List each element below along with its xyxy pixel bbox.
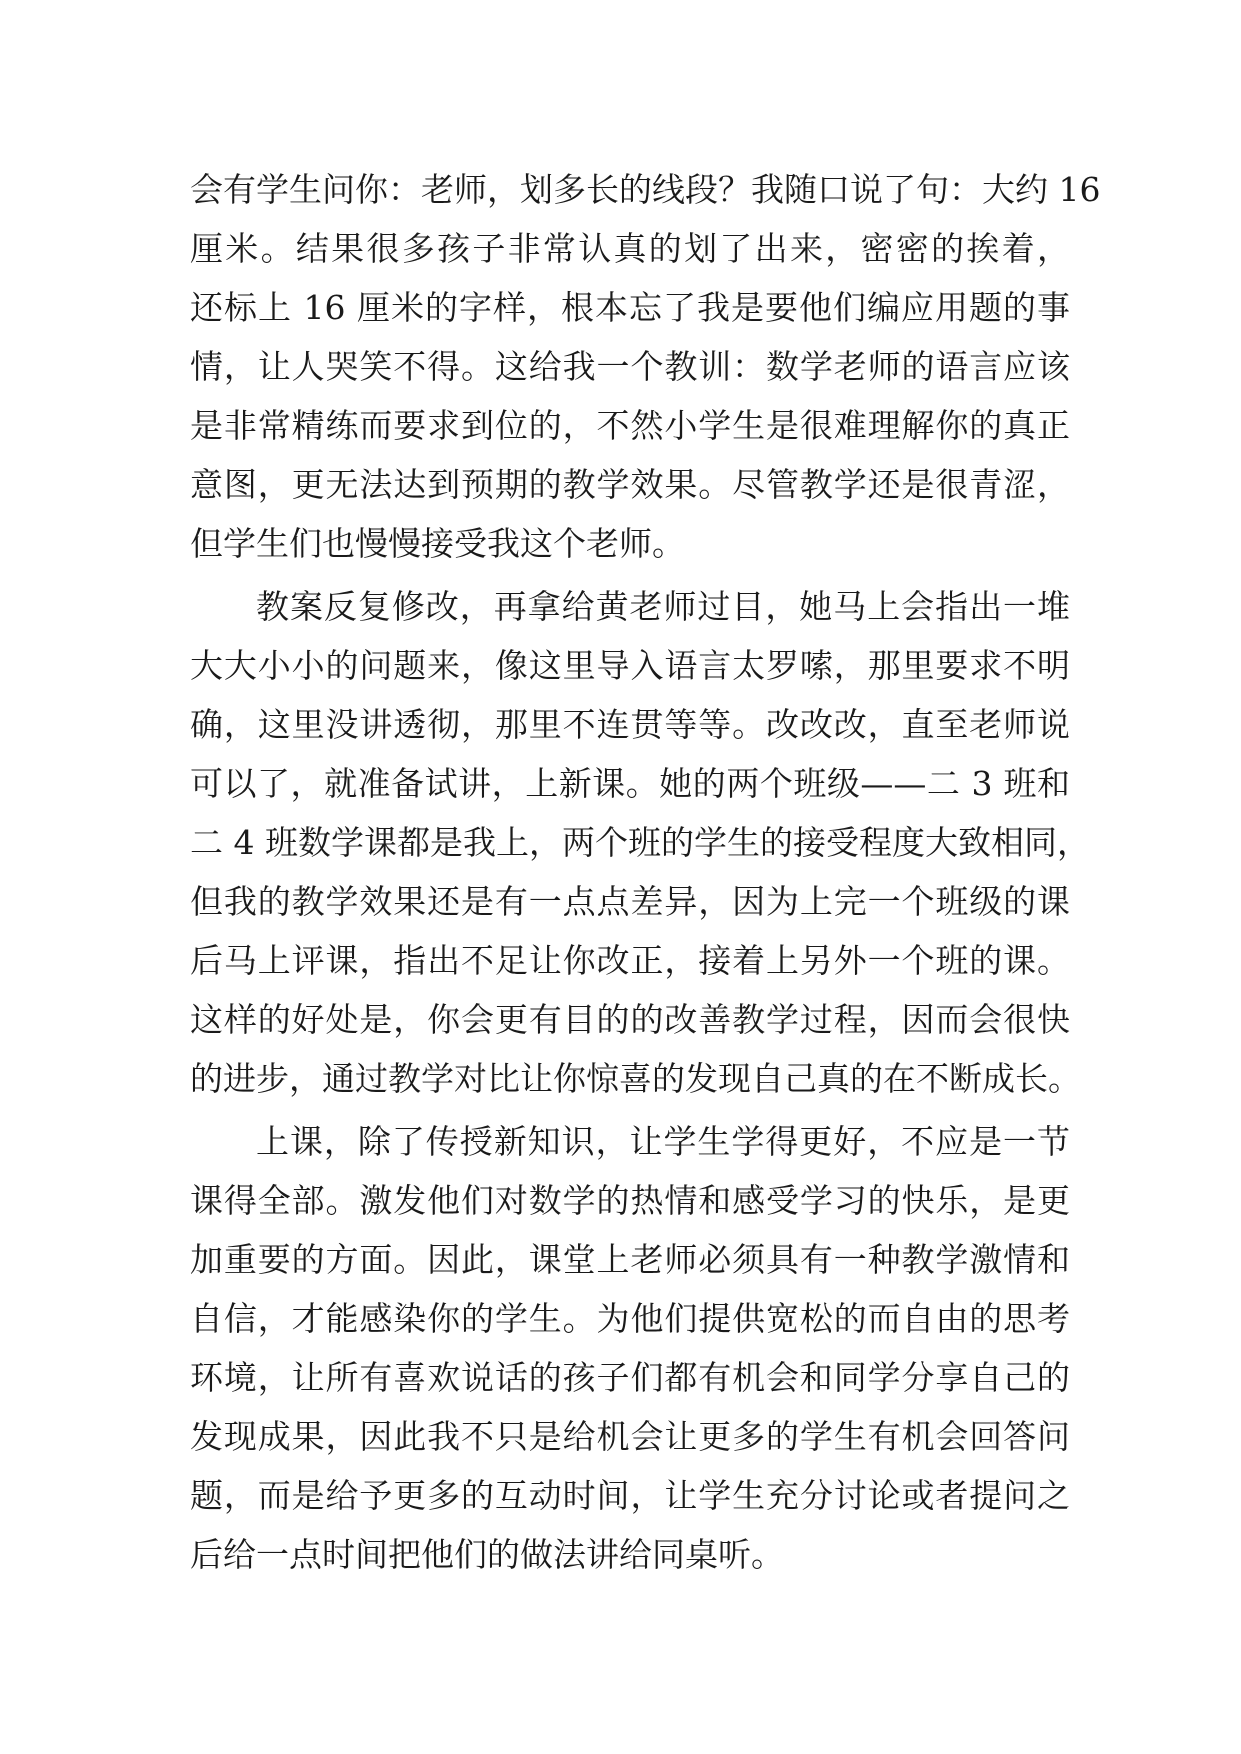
text-line: 后给一点时间把他们的做法讲给同桌听。: [190, 1535, 784, 1574]
text-line: 大大小小的问题来，像这里导入语言太罗嗦，那里要求不明: [190, 646, 1070, 685]
paragraph: [190, 1112, 1070, 1584]
paragraph: [190, 577, 1090, 1108]
text-line: 二 4 班数学课都是我上，两个班的学生的接受程度大致相同，: [190, 823, 1090, 862]
text-line: 这样的好处是，你会更有目的的改善教学过程，因而会很快: [190, 1000, 1070, 1039]
text-line: 发现成果，因此我不只是给机会让更多的学生有机会回答问: [190, 1417, 1070, 1456]
text-line: 上课，除了传授新知识，让学生学得更好，不应是一节: [256, 1122, 1070, 1161]
text-line: 的进步，通过教学对比让你惊喜的发现自己真的在不断成长。: [190, 1059, 1081, 1098]
text-line: 题，而是给予更多的互动时间，让学生充分讨论或者提问之: [190, 1476, 1070, 1515]
text-line: 课得全部。激发他们对数学的热情和感受学习的快乐，是更: [190, 1181, 1070, 1220]
document-body: [190, 160, 1101, 1584]
text-line: 但我的教学效果还是有一点点差异，因为上完一个班级的课: [190, 882, 1070, 921]
text-line: 自信，才能感染你的学生。为他们提供宽松的而自由的思考: [190, 1299, 1070, 1338]
text-line: 加重要的方面。因此，课堂上老师必须具有一种教学激情和: [190, 1240, 1070, 1279]
text-line: 厘米。结果很多孩子非常认真的划了出来，密密的挨着，: [190, 229, 1070, 268]
paragraph: [190, 160, 1101, 573]
text-line: 还标上 16 厘米的字样，根本忘了我是要他们编应用题的事: [190, 288, 1070, 327]
text-line: 环境，让所有喜欢说话的孩子们都有机会和同学分享自己的: [190, 1358, 1070, 1397]
text-line: 可以了，就准备试讲，上新课。她的两个班级——二 3 班和: [190, 764, 1070, 803]
text-line: 确，这里没讲透彻，那里不连贯等等。改改改，直至老师说: [190, 705, 1070, 744]
text-line: 教案反复修改，再拿给黄老师过目，她马上会指出一堆: [256, 587, 1070, 626]
text-line: 后马上评课，指出不足让你改正，接着上另外一个班的课。: [190, 941, 1070, 980]
text-line: 但学生们也慢慢接受我这个老师。: [190, 524, 685, 563]
text-line: 是非常精练而要求到位的，不然小学生是很难理解你的真正: [190, 406, 1070, 445]
text-line: 意图，更无法达到预期的教学效果。尽管教学还是很青涩，: [190, 465, 1070, 504]
text-line: 情，让人哭笑不得。这给我一个教训：数学老师的语言应该: [190, 347, 1070, 386]
text-line: 会有学生问你：老师，划多长的线段？我随口说了句：大约 16: [190, 170, 1101, 209]
